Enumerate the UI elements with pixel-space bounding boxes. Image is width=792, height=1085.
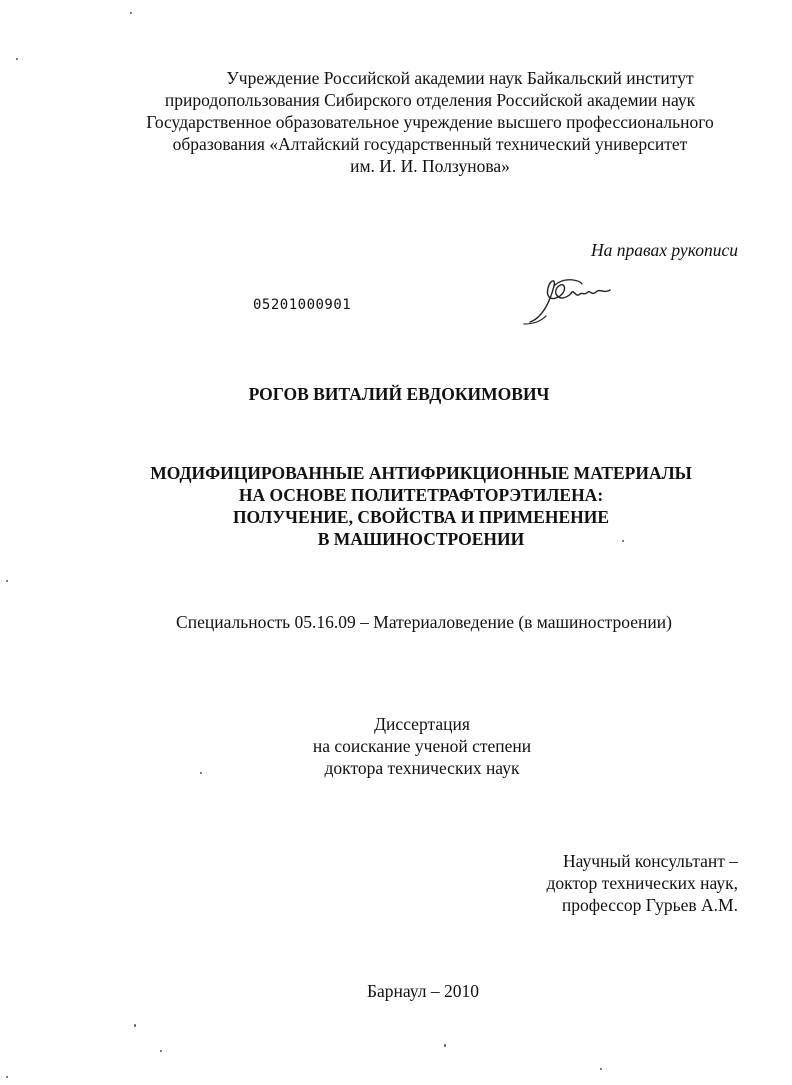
degree-block: [0, 713, 792, 779]
city-year: Барнаул – 2010: [366, 981, 480, 1001]
dissertation-title: [96, 462, 746, 550]
title-line: НА ОСНОВЕ ПОЛИТЕТРАФТОРЭТИЛЕНА:: [238, 485, 604, 505]
scan-speck: [6, 580, 8, 582]
scan-speck: [6, 1076, 8, 1078]
scan-speck: [622, 540, 624, 542]
handwritten-signature: [520, 272, 620, 328]
institution-line: Государственное образовательное учреждение высшего профессионального: [146, 112, 714, 132]
manuscript-rights-note: На правах рукописи: [591, 240, 738, 260]
degree-line: на соискание ученой степени: [312, 736, 532, 756]
document-number: 05201000901: [253, 297, 352, 313]
degree-line: доктора технических наук: [324, 758, 520, 778]
scientific-consultant-block: [546, 850, 738, 916]
scan-speck: [16, 58, 18, 60]
consultant-line: Научный консультант –: [563, 851, 738, 871]
degree-line: Диссертация: [374, 714, 470, 734]
institution-line: образования «Алтайский государственный технический университет: [172, 134, 688, 154]
scan-speck: [444, 1044, 446, 1047]
institution-line: природопользования Сибирского отделения Российской академии наук: [164, 90, 696, 110]
specialty-line: Специальность 05.16.09 – Материаловедение (в машиностроении): [176, 612, 672, 632]
scan-speck: [134, 1024, 136, 1027]
author-name: РОГОВ ВИТАЛИЙ ЕВДОКИМОВИЧ: [248, 384, 550, 404]
title-line: В МАШИНОСТРОЕНИИ: [317, 529, 525, 549]
title-line: ПОЛУЧЕНИЕ, СВОЙСТВА И ПРИМЕНЕНИЕ: [232, 507, 610, 527]
consultant-line: доктор технических наук,: [546, 873, 738, 893]
scan-speck: [600, 1068, 602, 1070]
institution-line: им. И. И. Ползунова»: [350, 156, 510, 176]
institution-block: [100, 67, 760, 177]
scan-speck: [160, 1050, 162, 1052]
scan-speck: [130, 12, 132, 14]
title-line: МОДИФИЦИРОВАННЫЕ АНТИФРИКЦИОННЫЕ МАТЕРИАЛЫ: [150, 463, 692, 483]
consultant-line: профессор Гурьев А.М.: [561, 895, 738, 915]
institution-line: Учреждение Российской академии наук Байкальский институт: [226, 68, 694, 88]
scan-speck: [200, 772, 202, 774]
